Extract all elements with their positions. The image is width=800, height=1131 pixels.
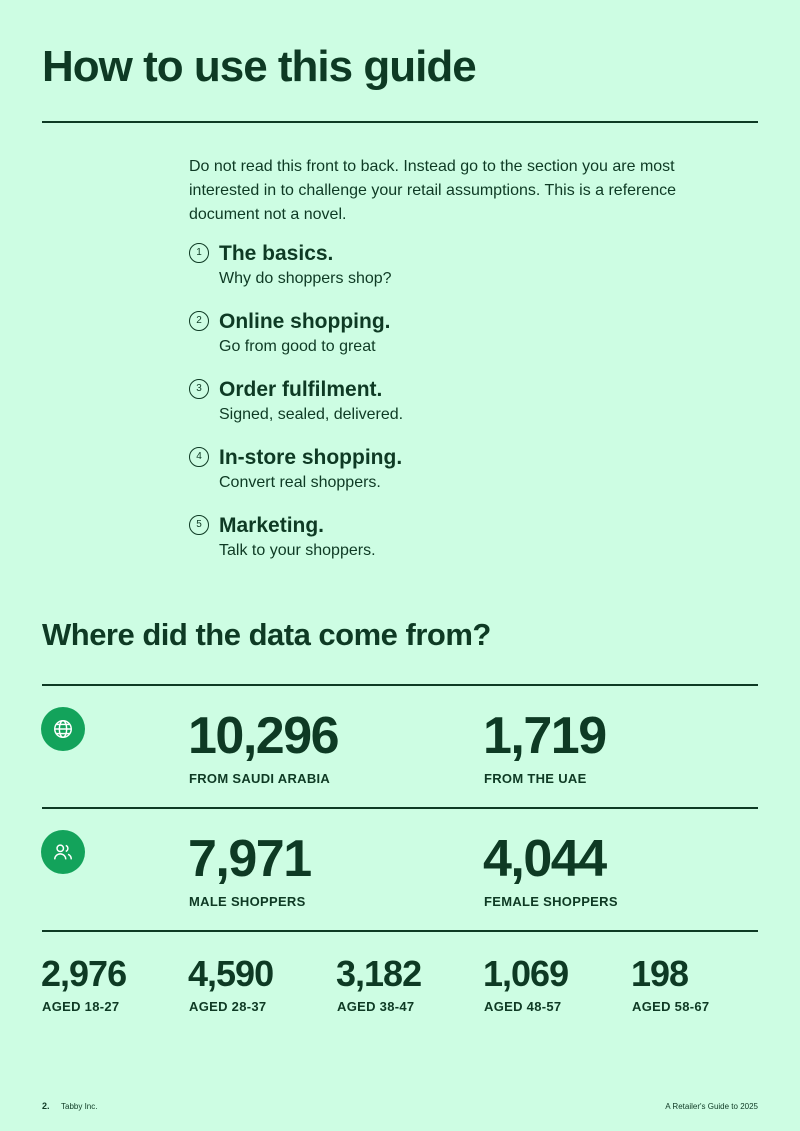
toc-number-badge: 4 xyxy=(189,447,209,467)
toc-item-basics xyxy=(189,241,689,309)
divider xyxy=(42,684,758,686)
toc-item-subtitle: Talk to your shoppers. xyxy=(219,542,376,559)
age-group-label: AGED 28-37 xyxy=(189,999,267,1014)
stat-female-label: FEMALE SHOPPERS xyxy=(484,894,618,909)
toc-item-order-fulfilment xyxy=(189,377,689,445)
toc-item-title: The basics. xyxy=(219,242,334,265)
age-group-label: AGED 48-57 xyxy=(484,999,562,1014)
age-group-value: 1,069 xyxy=(483,953,569,994)
toc-item-title: In-store shopping. xyxy=(219,446,403,469)
age-group-label: AGED 58-67 xyxy=(632,999,710,1014)
stat-saudi-value: 10,296 xyxy=(188,707,339,765)
footer-doc-title: A Retailer's Guide to 2025 xyxy=(665,1102,758,1111)
stat-uae-label: FROM THE UAE xyxy=(484,771,587,786)
stat-saudi-label: FROM SAUDI ARABIA xyxy=(189,771,331,786)
table-of-contents xyxy=(189,241,689,581)
stat-uae-value: 1,719 xyxy=(483,707,606,765)
toc-item-marketing xyxy=(189,513,689,581)
users-icon xyxy=(41,830,85,874)
age-group-label: AGED 38-47 xyxy=(337,999,415,1014)
toc-number-badge: 2 xyxy=(189,311,209,331)
toc-number-badge: 3 xyxy=(189,379,209,399)
page-title: How to use this guide xyxy=(42,42,476,91)
toc-item-title: Order fulfilment. xyxy=(219,378,383,401)
toc-item-title: Online shopping. xyxy=(219,310,391,333)
stat-female-value: 4,044 xyxy=(483,830,606,888)
footer-company: Tabby Inc. xyxy=(61,1102,98,1111)
age-group-value: 2,976 xyxy=(41,953,127,994)
stat-male-label: MALE SHOPPERS xyxy=(189,894,306,909)
toc-item-subtitle: Go from good to great xyxy=(219,338,376,355)
toc-item-subtitle: Convert real shoppers. xyxy=(219,474,381,491)
divider xyxy=(42,807,758,809)
divider xyxy=(42,121,758,123)
toc-item-subtitle: Signed, sealed, delivered. xyxy=(219,406,404,423)
stat-male-value: 7,971 xyxy=(188,830,311,888)
toc-item-in-store-shopping xyxy=(189,445,689,513)
section-title: Where did the data come from? xyxy=(42,617,491,652)
age-group-label: AGED 18-27 xyxy=(42,999,120,1014)
age-group-value: 4,590 xyxy=(188,953,274,994)
toc-item-subtitle: Why do shoppers shop? xyxy=(219,270,392,287)
toc-item-title: Marketing. xyxy=(219,514,325,537)
age-group-value: 198 xyxy=(631,953,689,994)
page-number: 2. xyxy=(42,1101,50,1111)
toc-number-badge: 1 xyxy=(189,243,209,263)
globe-icon xyxy=(41,707,85,751)
intro-text: Do not read this front to back. Instead go to the section you are most interested in to challenge your retail assumptions. This is a reference document not a novel. xyxy=(189,158,677,223)
toc-item-online-shopping xyxy=(189,309,689,377)
toc-number-badge: 5 xyxy=(189,515,209,535)
divider xyxy=(42,930,758,932)
age-group-value: 3,182 xyxy=(336,953,422,994)
